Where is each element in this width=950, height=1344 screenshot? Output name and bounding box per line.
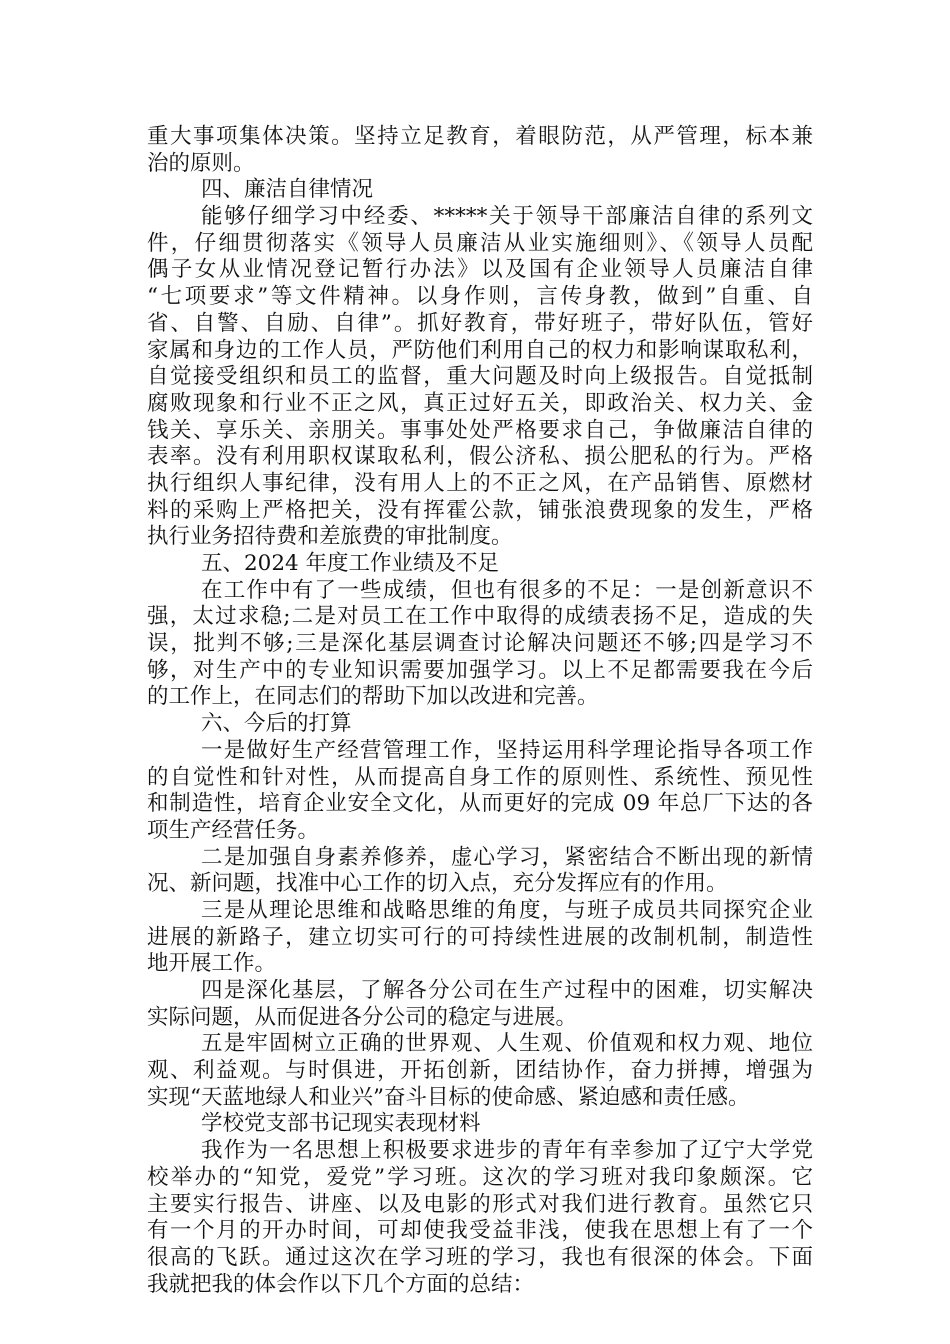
text-line: 校举办的“知党，爱党”学习班。这次的学习班对我印象颇深。它	[147, 1164, 813, 1190]
text-line: 偶子女从业情况登记暂行办法》以及国有企业领导人员廉洁自律	[147, 257, 813, 283]
text-line: 治的原则。	[147, 150, 255, 176]
text-line: 地开展工作。	[147, 951, 277, 977]
text-line: 和制造性，培育企业安全文化，从而更好的完成 09 年总厂下达的各	[147, 791, 813, 817]
text-line: 一是做好生产经营管理工作，坚持运用科学理论指导各项工作	[201, 737, 813, 763]
document-page	[147, 124, 813, 1298]
text-line: 执行组织人事纪律，没有用人上的不正之风，在产品销售、原燃材	[147, 470, 813, 496]
text-line: 能够仔细学习中经委、*****关于领导干部廉洁自律的系列文	[201, 204, 813, 230]
text-line: 五是牢固树立正确的世界观、人生观、价值观和权力观、地位	[201, 1031, 813, 1057]
text-line: 很高的飞跃。通过这次在学习班的学习，我也有很深的体会。下面	[147, 1244, 813, 1270]
text-line: 表率。没有利用职权谋取私利，假公济私、损公肥私的行为。严格	[147, 444, 813, 470]
text-line: 实际问题，从而促进各分公司的稳定与进展。	[147, 1004, 578, 1030]
text-line: 件，仔细贯彻落实《领导人员廉洁从业实施细则》、《领导人员配	[147, 230, 813, 256]
text-line: 省、自警、自励、自律”。抓好教育，带好班子，带好队伍，管好	[147, 310, 813, 336]
text-line: 三是从理论思维和战略思维的角度，与班子成员共同探究企业	[201, 897, 813, 923]
text-line: 观、利益观。与时俱进，开拓创新，团结协作，奋力拼搏，增强为	[147, 1058, 813, 1084]
text-line: 的工作上，在同志们的帮助下加以改进和完善。	[147, 684, 599, 710]
text-line: 重大事项集体决策。坚持立足教育，着眼防范，从严管理，标本兼	[147, 124, 813, 149]
text-line: 二是加强自身素养修养，虚心学习，紧密结合不断出现的新情	[201, 844, 813, 870]
text-line: 在工作中有了一些成绩，但也有很多的不足：一是创新意识不	[201, 577, 813, 603]
text-line: 误，批判不够;三是深化基层调查讨论解决问题还不够;四是学习不	[147, 631, 813, 657]
text-line: 自觉接受组织和员工的监督，重大问题及时向上级报告。自觉抵制	[147, 364, 813, 390]
text-line: 项生产经营任务。	[147, 817, 320, 843]
section-heading: 六、今后的打算	[201, 711, 352, 737]
text-line: 四是深化基层，了解各分公司在生产过程中的困难，切实解决	[201, 978, 813, 1003]
text-line: 我作为一名思想上积极要求进步的青年有幸参加了辽宁大学党	[201, 1138, 813, 1164]
text-line: 实现“天蓝地绿人和业兴”奋斗目标的使命感、紧迫感和责任感。	[147, 1084, 750, 1110]
text-line: 执行业务招待费和差旅费的审批制度。	[147, 524, 513, 550]
text-line: 有一个月的开办时间，可却使我受益非浅，使我在思想上有了一个	[147, 1218, 813, 1244]
text-line: 我就把我的体会作以下几个方面的总结：	[147, 1271, 535, 1297]
section-heading: 五、2024 年度工作业绩及不足	[201, 551, 500, 576]
text-line: 主要实行报告、讲座、以及电影的形式对我们进行教育。虽然它只	[147, 1191, 813, 1217]
text-line: 进展的新路子，建立切实可行的可持续性进展的改制机制，制造性	[147, 924, 813, 950]
text-line: 腐败现象和行业不正之风，真正过好五关，即政治关、权力关、金	[147, 390, 813, 416]
text-line: 钱关、享乐关、亲朋关。事事处处严格要求自己，争做廉洁自律的	[147, 417, 813, 443]
text-line: 家属和身边的工作人员，严防他们利用自己的权力和影响谋取私利，	[147, 337, 813, 363]
text-line: 料的采购上严格把关，没有挥霍公款，铺张浪费现象的发生，严格	[147, 497, 813, 523]
text-line: 的自觉性和针对性，从而提高自身工作的原则性、系统性、预见性	[147, 764, 813, 790]
text-line: “七项要求”等文件精神。以身作则，言传身教，做到”自重、自	[147, 284, 813, 310]
text-line: 强，太过求稳;二是对员工在工作中取得的成绩表扬不足，造成的失	[147, 604, 813, 630]
text-line: 够，对生产中的专业知识需要加强学习。以上不足都需要我在今后	[147, 657, 813, 683]
section-heading: 学校党支部书记现实表现材料	[201, 1111, 481, 1137]
section-heading: 四、廉洁自律情况	[201, 177, 374, 203]
text-line: 况、新问题，找准中心工作的切入点，充分发挥应有的作用。	[147, 871, 728, 897]
